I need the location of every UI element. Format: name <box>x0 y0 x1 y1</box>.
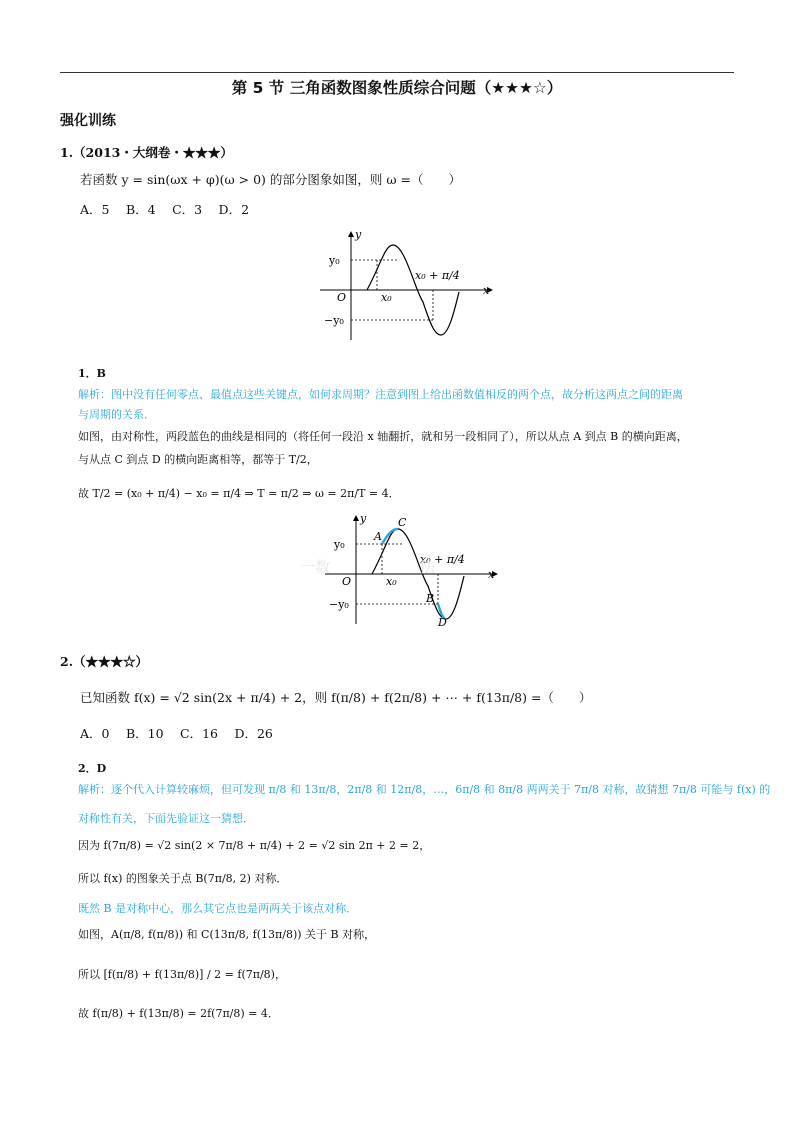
q1-label-y0: y₀ <box>329 254 340 267</box>
a1-line-1: 如图，由对称性，两段蓝色的曲线是相同的（将任何一段沿 x 轴翻折，就和另一段相同了），所以从点 A 到点 B 的横向距离， <box>78 430 688 443</box>
section-heading: 强化训练 <box>60 113 116 129</box>
a2-answer: 2．D <box>78 762 107 775</box>
a1-line-2: 与从点 C 到点 D 的横向距离相等，都等于 T/2， <box>78 453 318 466</box>
a2-hint-2: 对称性有关，下面先验证这一猜想． <box>78 812 254 825</box>
a1-label-B: B <box>426 592 435 605</box>
a2-line-1: 因为 f(7π/8) = √2 sin(2 × 7π/8 + π/4) + 2 = √2 sin 2π + 2 = 2， <box>78 839 431 852</box>
a2-hint-3: 既然 B 是对称中心，那么其它点也是两两关于该点对称． <box>78 902 358 915</box>
q1-options: A．5 B．4 C．3 D．2 <box>80 202 250 217</box>
q1-head: 1.（2013・大纲卷・★★★） <box>60 145 233 160</box>
a1-label-y0: y₀ <box>334 538 345 551</box>
a1-label-origin: O <box>342 575 352 588</box>
a2-line-4: 所以 [f(π/8) + f(13π/8)] / 2 = f(7π/8)， <box>78 968 286 981</box>
q1-label-neg-y0: −y₀ <box>324 314 344 327</box>
watermark: 一数 法 <box>300 558 436 576</box>
a1-label-D: D <box>438 616 447 627</box>
header-rule <box>60 72 734 73</box>
q1-label-x0: x₀ <box>381 291 392 304</box>
a2-hint-1: 解析：逐个代入计算较麻烦，但可发现 π/8 和 13π/8，2π/8 和 12π/8，…，6π/8 和 8π/8 两两关于 7π/8 对称，故猜想 7π/8 可能与 f(x) 的 <box>78 783 771 796</box>
q2-head: 2.（★★★☆） <box>60 654 149 669</box>
q1-label-y: y <box>355 228 362 241</box>
q2-stem: 已知函数 f(x) = √2 sin(2x + π/4) + 2，则 f(π/8) + f(2π/8) + ⋯ + f(13π/8) =（ ） <box>80 690 592 705</box>
q2-options: A．0 B．10 C．16 D．26 <box>80 726 273 741</box>
a1-label-y: y <box>360 512 367 525</box>
a1-label-x: x <box>488 568 495 581</box>
a1-label-neg-y0: −y₀ <box>329 598 349 611</box>
a2-line-5: 故 f(π/8) + f(13π/8) = 2f(7π/8) = 4． <box>78 1007 279 1020</box>
a1-answer: 1．B <box>78 367 106 380</box>
a1-line-3: 故 T/2 = (x₀ + π/4) − x₀ = π/4 ⇒ T = π/2 ⇒ ω = 2π/T = 4． <box>78 487 400 500</box>
q1-label-x0-pi4: x₀ + π/4 <box>415 269 460 282</box>
a1-label-x0: x₀ <box>386 575 397 588</box>
q1-label-x: x <box>483 284 490 297</box>
a1-label-x0-pi4: x₀ + π/4 <box>420 553 465 566</box>
a2-line-2: 所以 f(x) 的图象关于点 B(7π/8, 2) 对称． <box>78 872 288 885</box>
q1-stem: 若函数 y = sin(ωx + φ)(ω > 0) 的部分图象如图，则 ω =（ ） <box>80 172 461 187</box>
a2-line-3: 如图，A(π/8, f(π/8)) 和 C(13π/8, f(13π/8)) 关于 B 对称， <box>78 928 376 941</box>
q1-graph <box>315 228 495 343</box>
a1-hint-1: 解析：图中没有任何零点、最值点这些关键点，如何求周期？注意到图上给出函数值相反的两个点，故分析这两点之间的距离 <box>78 388 683 401</box>
page-title: 第 5 节 三角函数图象性质综合问题（★★★☆） <box>231 79 563 97</box>
a1-label-A: A <box>374 530 382 543</box>
a1-label-C: C <box>398 516 407 529</box>
a1-hint-2: 与周期的关系． <box>78 408 155 421</box>
q1-label-origin: O <box>337 291 347 304</box>
